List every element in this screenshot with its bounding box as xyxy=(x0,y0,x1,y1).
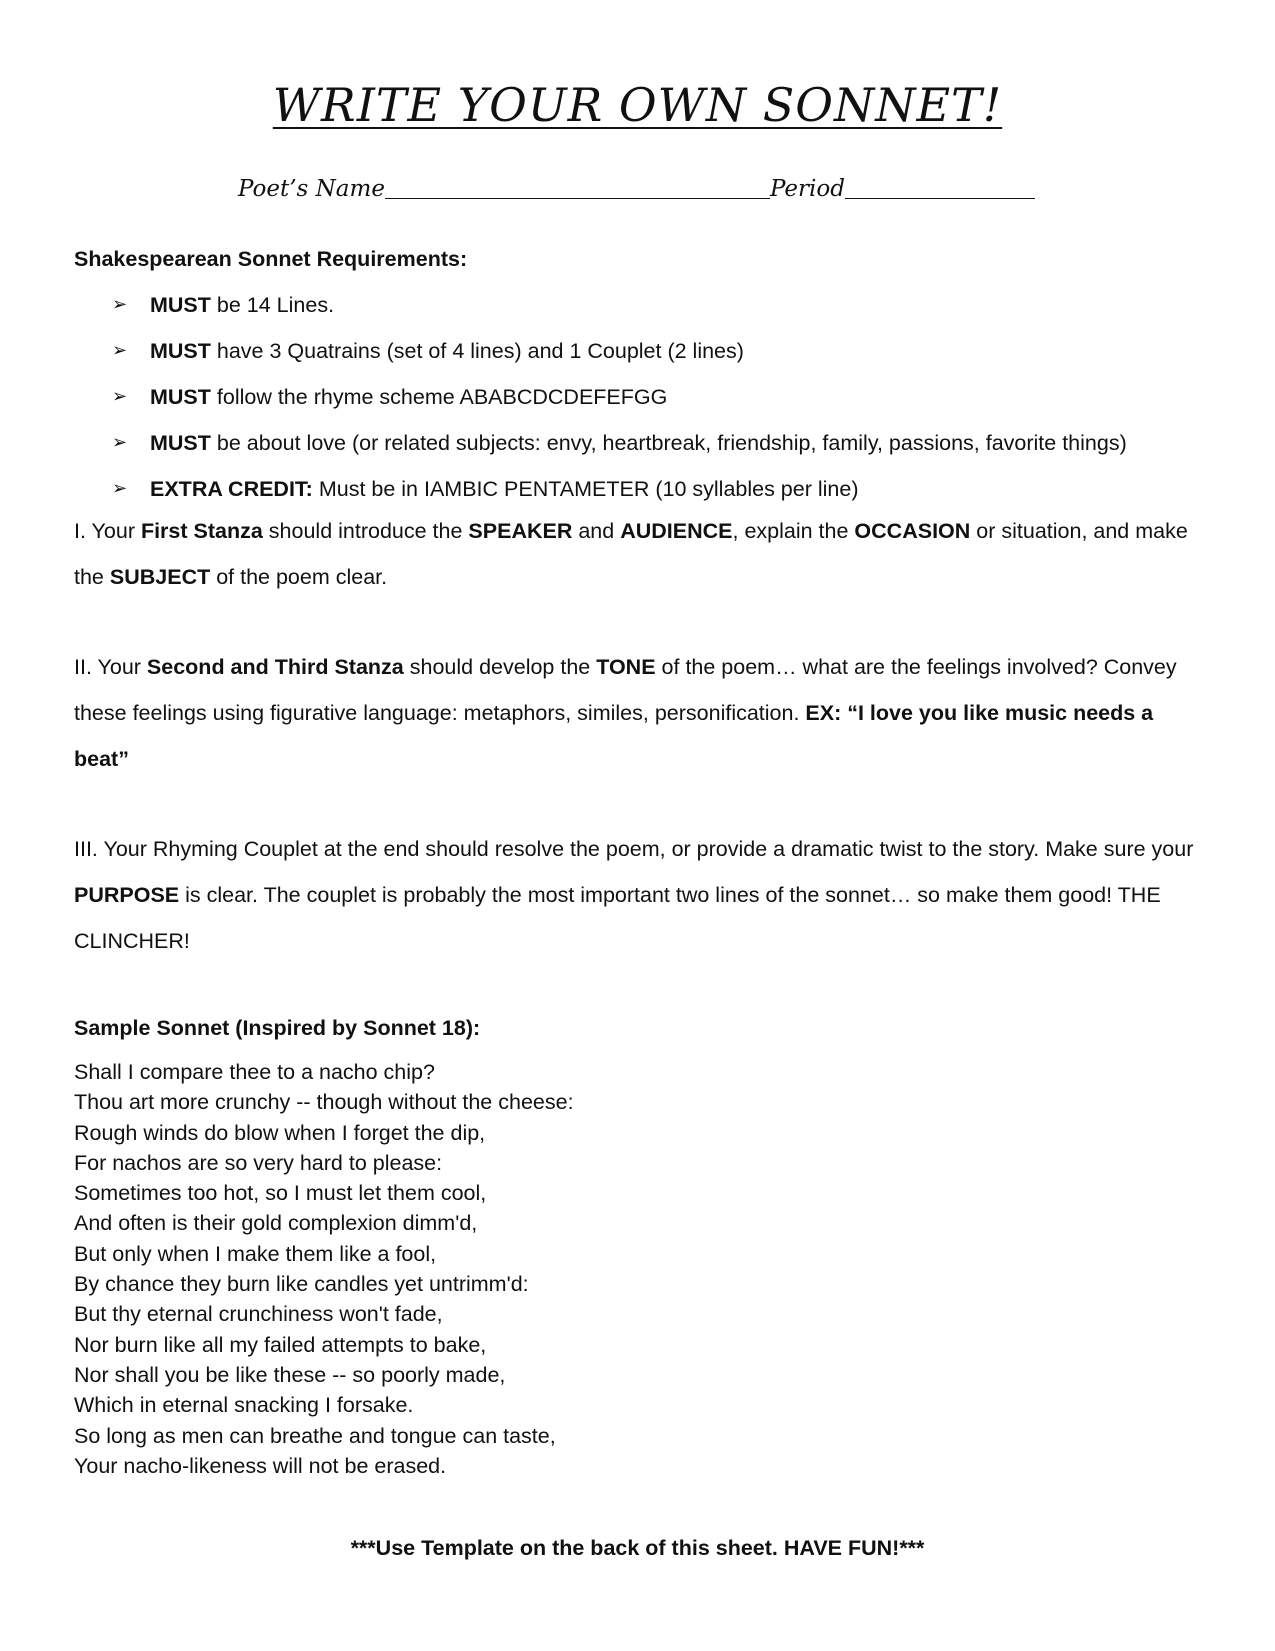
list-item xyxy=(112,466,1127,512)
arrow-bullet-icon: ➢ xyxy=(112,478,128,499)
poem-line: Your nacho-likeness will not be erased. xyxy=(74,1453,447,1478)
period-label: Period xyxy=(769,176,845,202)
requirement-text: follow the rhyme scheme ABABCDCDEFEFGG xyxy=(210,385,668,409)
requirements-heading: Shakespearean Sonnet Requirements: xyxy=(74,247,468,271)
list-item xyxy=(112,328,1127,374)
poem-line: Sometimes too hot, so I must let them cool, xyxy=(74,1181,487,1206)
first-stanza-paragraph: I. Your First Stanza should introduce the SPEAKER and AUDIENCE, explain the OCCASION or situation, and make the SUBJECT of the poem clear. xyxy=(74,519,1188,589)
couplet-paragraph: III. Your Rhyming Couplet at the end should resolve the poem, or provide a dramatic twist to the story. Make sure your PURPOSE is clear. The couplet is probably the most important two lines of the sonnet… so make them good! THE CLINCHER! xyxy=(74,837,1194,953)
list-item xyxy=(112,374,1127,420)
requirement-text: be 14 Lines. xyxy=(210,293,335,317)
requirements-list xyxy=(112,282,1127,512)
poem-line: Thou art more crunchy -- though without the cheese: xyxy=(74,1090,574,1115)
page-title: WRITE YOUR OWN SONNET! xyxy=(272,78,1003,132)
list-item xyxy=(112,282,1127,328)
arrow-bullet-icon: ➢ xyxy=(112,340,128,361)
sample-sonnet-heading: Sample Sonnet (Inspired by Sonnet 18): xyxy=(74,1016,481,1040)
requirement-keyword: EXTRA CREDIT: xyxy=(150,477,313,501)
requirement-keyword: MUST xyxy=(150,385,211,409)
requirement-keyword: MUST xyxy=(150,293,211,317)
requirement-text: Must be in IAMBIC PENTAMETER (10 syllables per line) xyxy=(312,477,859,501)
list-item xyxy=(112,420,1127,466)
poem-line: For nachos are so very hard to please: xyxy=(74,1150,443,1175)
poet-name-blank xyxy=(385,176,770,199)
period-blank xyxy=(845,176,1035,199)
name-period-row xyxy=(238,176,1035,202)
poem-line: Which in eternal snacking I forsake. xyxy=(74,1393,414,1418)
requirement-text: be about love (or related subjects: envy, heartbreak, friendship, family, passions, favorite things) xyxy=(210,431,1127,455)
poem-line: But thy eternal crunchiness won't fade, xyxy=(74,1302,443,1327)
poem-line: Nor burn like all my failed attempts to bake, xyxy=(74,1332,487,1357)
poet-name-label: Poet’s Name xyxy=(238,176,385,202)
poem-line: Rough winds do blow when I forget the dip, xyxy=(74,1120,486,1145)
requirement-keyword: MUST xyxy=(150,339,211,363)
arrow-bullet-icon: ➢ xyxy=(112,386,128,407)
poem-line: By chance they burn like candles yet untrimm'd: xyxy=(74,1272,529,1297)
poem-line: So long as men can breathe and tongue can taste, xyxy=(74,1423,556,1448)
footer-instruction: ***Use Template on the back of this sheet. HAVE FUN!*** xyxy=(350,1536,925,1560)
sample-sonnet xyxy=(74,1057,574,1481)
poem-line: Shall I compare thee to a nacho chip? xyxy=(74,1060,435,1084)
arrow-bullet-icon: ➢ xyxy=(112,432,128,453)
requirement-text: have 3 Quatrains (set of 4 lines) and 1 Couplet (2 lines) xyxy=(210,339,744,363)
poem-line: And often is their gold complexion dimm'd, xyxy=(74,1211,478,1236)
requirement-keyword: MUST xyxy=(150,431,211,455)
poem-line: But only when I make them like a fool, xyxy=(74,1241,437,1266)
poem-line: Nor shall you be like these -- so poorly made, xyxy=(74,1362,506,1387)
arrow-bullet-icon: ➢ xyxy=(112,294,128,315)
second-third-stanza-paragraph: II. Your Second and Third Stanza should develop the TONE of the poem… what are the feelings involved? Convey these feelings using figurative language: metaphors, similes, personification. EX: “I love you like music needs a beat” xyxy=(74,655,1177,771)
